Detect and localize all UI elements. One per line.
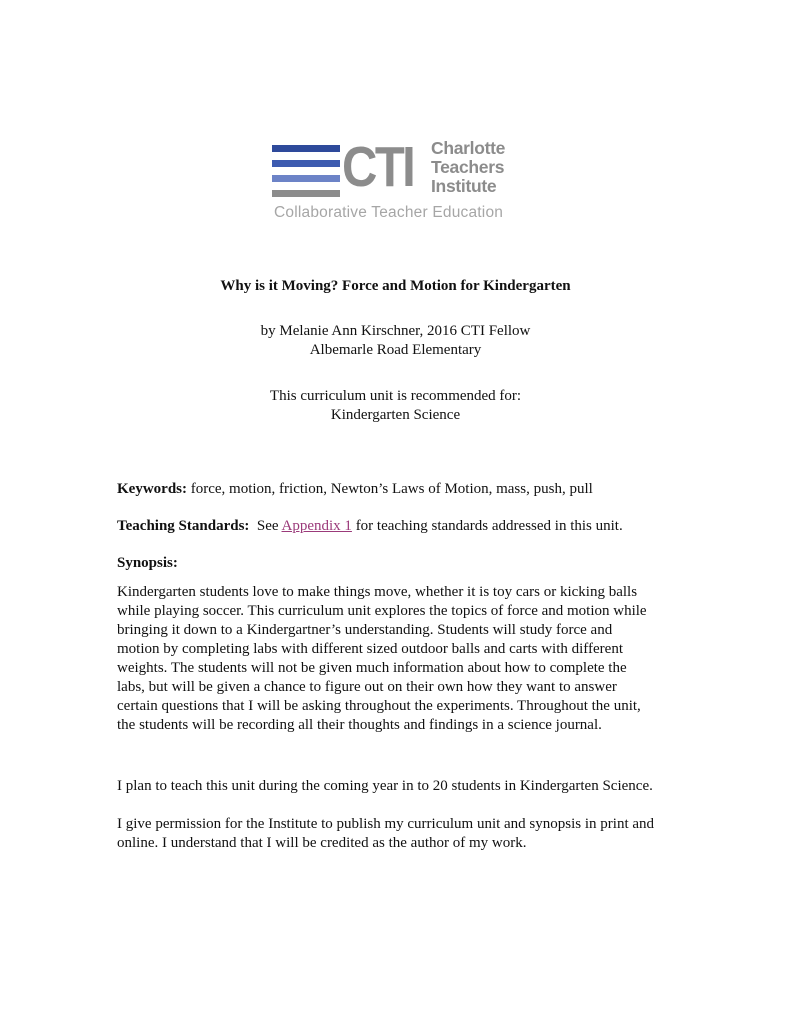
teaching-standards-after: for teaching standards addressed in this unit.: [355, 518, 623, 534]
keywords-text: force, motion, friction, Newton’s Laws of Motion, mass, push, pull: [190, 481, 593, 497]
teaching-standards-before: See: [256, 518, 279, 534]
keywords-paragraph: [117, 480, 697, 499]
author-line: by Melanie Ann Kirschner, 2016 CTI Fellow: [260, 323, 531, 339]
logo-name-line: Charlotte: [431, 138, 506, 158]
synopsis-line: bringing it down to a Kindergartner’s understanding. Students will study force and: [117, 622, 613, 638]
synopsis-line: labs, but will be given a chance to figure out on their own how they want to answer: [117, 679, 617, 695]
synopsis-body: [117, 583, 697, 735]
logo-name: [431, 139, 505, 196]
teaching-standards-paragraph: [117, 517, 697, 536]
plan-paragraph: I plan to teach this unit during the coming year in to 20 students in Kindergarten Science.: [117, 778, 653, 794]
cti-logo: [272, 135, 522, 222]
permission-line: I give permission for the Institute to publish my curriculum unit and synopsis in print and: [117, 816, 655, 832]
permission-line: online. I understand that I will be credited as the author of my work.: [117, 835, 527, 851]
permission-paragraph: [117, 815, 697, 853]
synopsis-line: the students will be recording all their thoughts and findings in a science journal.: [117, 717, 602, 733]
logo-name-line: Institute: [431, 176, 497, 196]
synopsis-line: motion by completing labs with different sized outdoor balls and carts with different: [117, 641, 624, 657]
recommended-intro: This curriculum unit is recommended for:: [269, 388, 522, 404]
synopsis-line: while playing soccer. This curriculum unit explores the topics of force and motion while: [117, 603, 647, 619]
synopsis-line: certain questions that I will be asking throughout the experiments. Throughout the unit,: [117, 698, 641, 714]
keywords-label: Keywords:: [117, 481, 187, 497]
logo-bar: [272, 190, 340, 197]
logo-bar: [272, 145, 340, 152]
unit-title: Why is it Moving? Force and Motion for Kindergarten: [220, 278, 571, 294]
appendix-link[interactable]: Appendix 1: [281, 518, 352, 534]
logo-bars-icon: [272, 145, 340, 197]
synopsis-label-line: [117, 554, 697, 573]
synopsis-line: Kindergarten students love to make things move, whether it is toy cars or kicking balls: [117, 584, 638, 600]
school-name: Albemarle Road Elementary: [309, 342, 482, 358]
teaching-standards-label: Teaching Standards:: [117, 518, 250, 534]
logo-name-line: Teachers: [431, 157, 505, 177]
logo-tagline: Collaborative Teacher Education: [274, 204, 504, 221]
synopsis-line: weights. The students will not be given much information about how to complete the: [117, 660, 627, 676]
logo-bar: [272, 160, 340, 167]
logo-bar: [272, 175, 340, 182]
recommended-for: Kindergarten Science: [330, 407, 461, 423]
logo-mark: CTI: [342, 135, 414, 199]
synopsis-label: Synopsis:: [117, 555, 178, 571]
